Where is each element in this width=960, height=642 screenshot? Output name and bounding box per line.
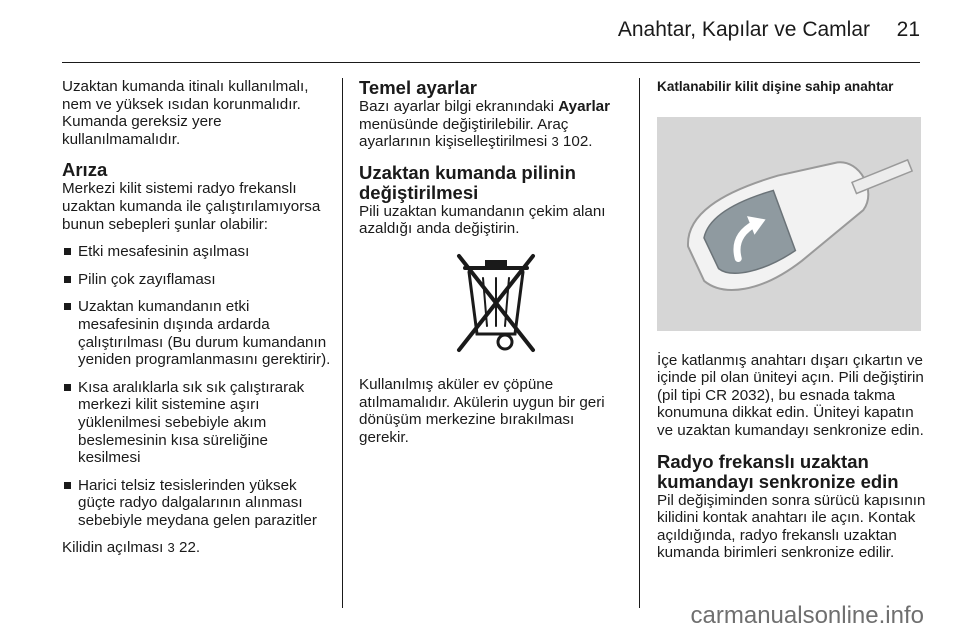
page-number: 21 (896, 18, 920, 41)
basic-text-part: menüsünde değiştirilebilir. Araç ayarlarının kişiselleştirilmesi (359, 115, 569, 151)
ref-text: Kilidin açılması (62, 539, 164, 557)
watermark-text: carmanualsonline.info (690, 602, 924, 629)
ref-page: 102. (562, 133, 593, 151)
intro-paragraph: Uzaktan kumanda itinalı kullanılmalı, nem ve yüksek ısıdan korunmalıdır. Kumanda gereksiz yere kullanılmamalıdır. (62, 78, 309, 148)
basic-settings-heading: Temel ayarlar (359, 77, 477, 98)
reference-arrow-icon: 3 (551, 134, 559, 150)
battery-heading: Uzaktan kumanda pilinin değiştirilmesi (359, 161, 576, 203)
crossed-out-bin-icon (429, 250, 559, 362)
column-left (62, 78, 332, 569)
sync-heading: Radyo frekanslı uzaktan kumandayı senkronize edin (657, 450, 899, 492)
settings-menu-name: Ayarlar (558, 98, 611, 115)
column-middle (359, 78, 627, 458)
header-rule (62, 62, 920, 63)
unlock-reference[interactable] (62, 539, 332, 557)
folding-key-illustration (657, 117, 921, 331)
basic-settings-paragraph (359, 98, 627, 151)
ref-page: 22. (179, 539, 201, 557)
list-item: Uzaktan kumandanın etki mesafesinin dışında ardarda çalıştırılması (Bu durum kumandanın yeniden programlanmasını gerektirir). (62, 298, 332, 368)
disposal-paragraph: Kullanılmış aküler ev çöpüne atılmamalıdır. Akülerin uygun bir geri dönüşüm merkezine bırakılması gerekir. (359, 375, 605, 446)
basic-text-part: Bazı ayarlar bilgi ekranındaki (359, 98, 555, 115)
list-item: Etki mesafesinin aşılması (62, 243, 332, 261)
column-divider (342, 78, 343, 608)
fault-heading: Arıza (62, 159, 108, 181)
fault-paragraph: Merkezi kilit sistemi radyo frekanslı uzaktan kumanda ile çalıştırılamıyorsa bunun sebepleri şunlar olabilir: (62, 180, 321, 233)
chapter-title: Anahtar, Kapılar ve Camlar (617, 18, 870, 41)
page-header (0, 0, 960, 64)
fault-causes-list (62, 243, 332, 529)
column-right (657, 78, 927, 574)
column-divider (639, 78, 640, 608)
list-item: Kısa aralıklarla sık sık çalıştırarak merkezi kilit sistemine aşırı yüklenilmesi sebebiyle akım beslemesinin kısa süreliğine kesilmesi (62, 379, 332, 467)
sync-paragraph: Pil değişiminden sonra sürücü kapısının kilidini kontak anahtarı ile açın. Kontak açıldığında, radyo frekanslı uzaktan kumanda birimleri senkronize edilir. (657, 491, 926, 562)
folding-key-paragraph: İçe katlanmış anahtarı dışarı çıkartın ve içinde pil olan üniteyi açın. Pili değiştirin (pil tipi CR 2032), bu esnada takma konumuna dikkat edin. Üniteyi kapatın ve uzaktan kumandayı senkronize edin. (657, 351, 924, 439)
list-item: Harici telsiz tesislerinden yüksek güçte radyo dalgalarının alınması sebebiyle meydana gelen parazitler (62, 477, 332, 530)
reference-arrow-icon: 3 (167, 540, 175, 556)
list-item: Pilin çok zayıflaması (62, 271, 332, 289)
folding-key-heading: Katlanabilir kilit dişine sahip anahtar (657, 79, 894, 94)
battery-paragraph: Pili uzaktan kumandanın çekim alanı azaldığı anda değiştirin. (359, 202, 606, 238)
